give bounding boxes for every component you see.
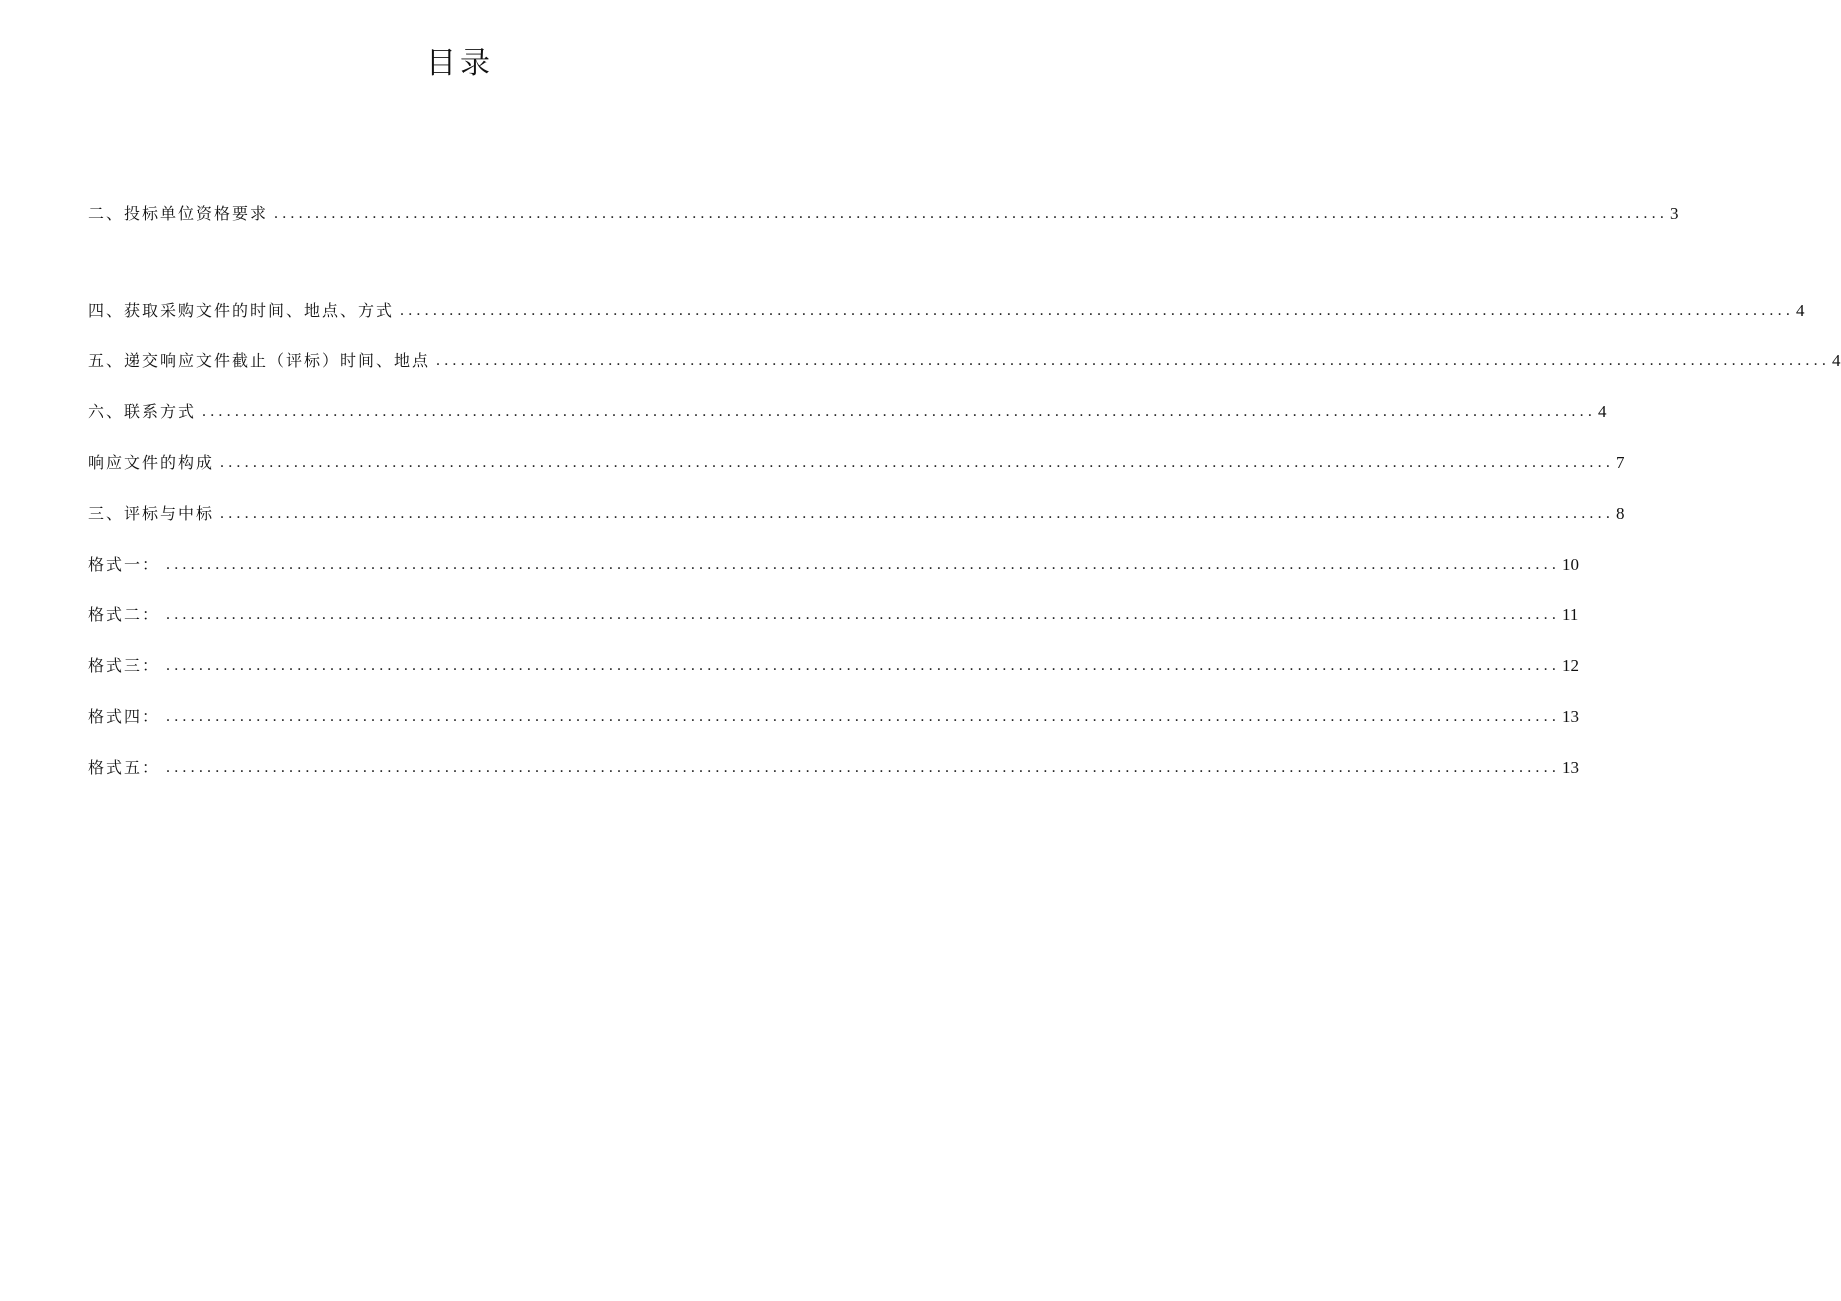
toc-entry[interactable] (88, 551, 1580, 579)
toc-entry[interactable] (88, 601, 1579, 629)
toc-leader-dots: .......................................................................................................................................................................... (166, 708, 1561, 725)
toc-entry-title: 格式三： (88, 656, 161, 675)
toc-page-number: 12 (1562, 656, 1580, 675)
toc-leader-dots: .......................................................................................................................................................................... (274, 205, 1669, 222)
toc-entry-title: 格式五： (88, 758, 161, 777)
toc-leader-dots: .......................................................................................................................................................................... (166, 759, 1561, 776)
toc-entry-title: 四、获取采购文件的时间、地点、方式 (88, 301, 395, 320)
toc-page-number: 10 (1562, 555, 1580, 574)
toc-page-number: 4 (1796, 301, 1805, 320)
toc-entry-title: 格式四： (88, 707, 161, 726)
toc-entry[interactable] (88, 652, 1580, 680)
toc-leader-dots: .......................................................................................................................................................................... (436, 352, 1831, 369)
toc-entry-title: 格式二： (88, 605, 161, 624)
toc-entry-title: 格式一： (88, 555, 161, 574)
toc-entry[interactable] (88, 398, 1607, 426)
toc-entry[interactable] (88, 754, 1580, 782)
toc-leader-dots: .......................................................................................................................................................................... (166, 556, 1561, 573)
toc-page-number: 11 (1562, 605, 1579, 624)
toc-page-number: 4 (1832, 351, 1841, 370)
toc-entry-title: 五、递交响应文件截止（评标）时间、地点 (88, 351, 431, 370)
toc-leader-dots: .......................................................................................................................................................................... (166, 606, 1561, 623)
toc-leader-dots: .......................................................................................................................................................................... (202, 403, 1597, 420)
toc-leader-dots: .......................................................................................................................................................................... (220, 454, 1615, 471)
toc-entry[interactable] (88, 500, 1625, 528)
toc-entry-title: 三、评标与中标 (88, 504, 215, 523)
toc-entry[interactable] (88, 297, 1805, 325)
toc-entry[interactable] (88, 703, 1580, 731)
toc-leader-dots: .......................................................................................................................................................................... (220, 505, 1615, 522)
toc-page-number: 7 (1616, 453, 1625, 472)
toc-entry[interactable] (88, 347, 1841, 375)
toc-entry-title: 六、联系方式 (88, 402, 197, 421)
toc-entry-title: 二、投标单位资格要求 (88, 204, 269, 223)
toc-entry[interactable] (88, 200, 1679, 228)
toc-entry-title: 响应文件的构成 (88, 453, 215, 472)
toc-page-number: 3 (1670, 204, 1679, 223)
toc-leader-dots: .......................................................................................................................................................................... (166, 657, 1561, 674)
toc-page-number: 4 (1598, 402, 1607, 421)
page-title: 目录 (426, 46, 494, 81)
toc-page-number: 13 (1562, 707, 1580, 726)
toc-entry[interactable] (88, 449, 1625, 477)
toc-page-number: 8 (1616, 504, 1625, 523)
toc-page-number: 13 (1562, 758, 1580, 777)
toc-leader-dots: .......................................................................................................................................................................... (400, 302, 1795, 319)
